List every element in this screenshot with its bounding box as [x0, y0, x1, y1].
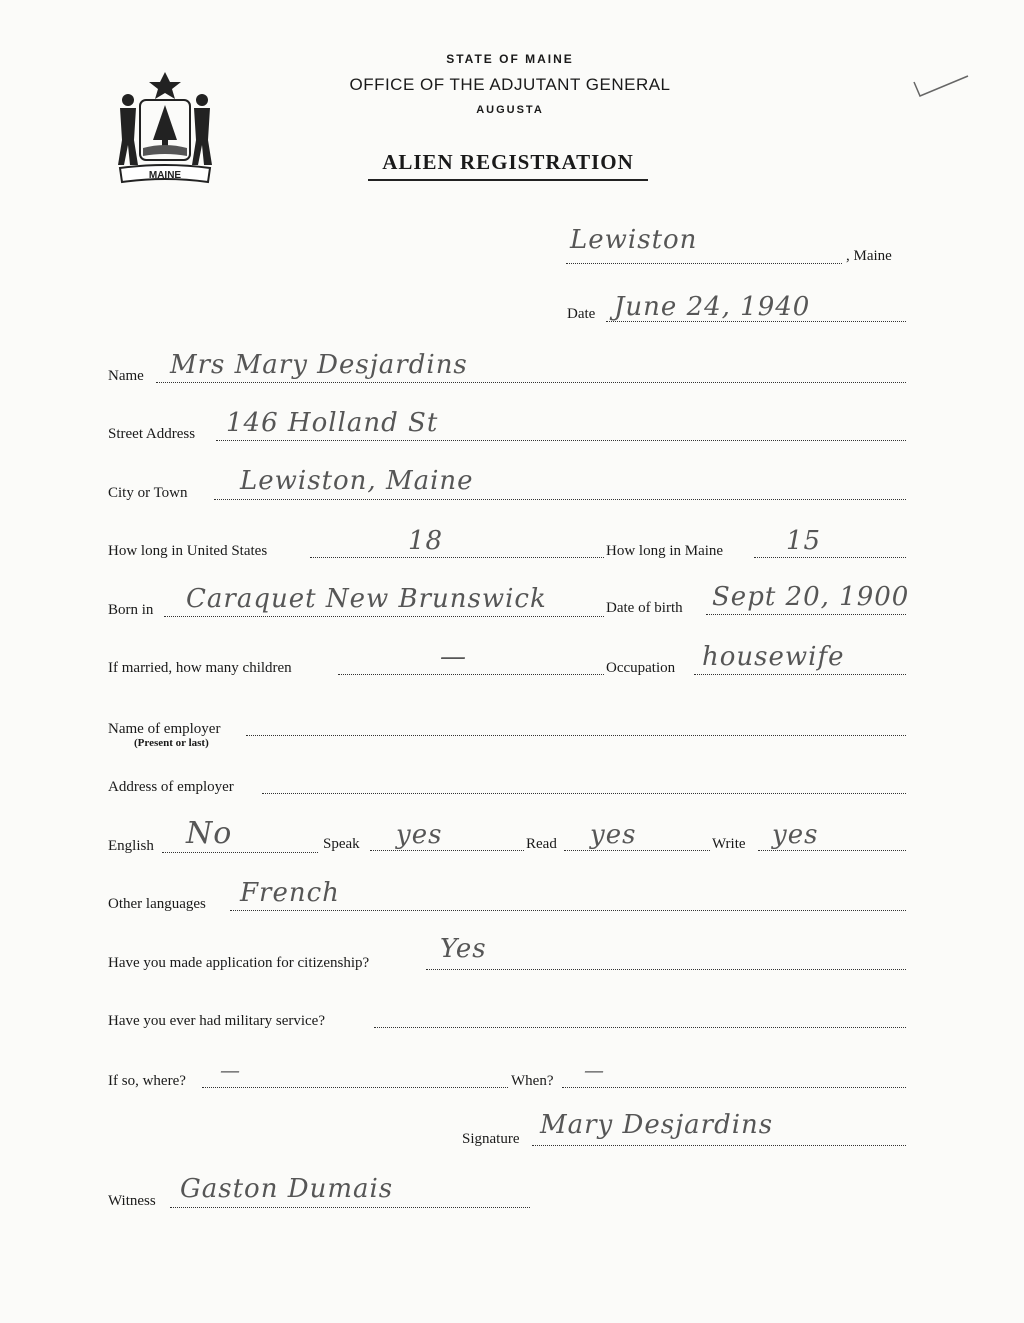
employer-address-line: [262, 793, 906, 794]
witness-label: Witness: [108, 1193, 156, 1209]
dob-line: [706, 614, 906, 615]
signature-line: [532, 1145, 906, 1146]
citizenship-label: Have you made application for citizenship?: [108, 955, 370, 971]
city-entry[interactable]: Lewiston, Maine: [240, 466, 474, 496]
write-label: Write: [712, 836, 746, 852]
place-line: [566, 263, 842, 264]
born-entry[interactable]: Caraquet New Brunswick: [186, 584, 547, 614]
occupation-label: Occupation: [606, 660, 676, 676]
dob-entry[interactable]: Sept 20, 1900: [712, 582, 910, 612]
military-line: [374, 1027, 906, 1028]
street-label: Street Address: [108, 426, 196, 442]
date-entry[interactable]: June 24, 1940: [614, 292, 811, 322]
form-title: ALIEN REGISTRATION: [368, 150, 648, 181]
how-long-maine-entry[interactable]: 15: [786, 526, 822, 556]
read-line: [564, 850, 710, 851]
city-line: [214, 499, 906, 500]
maine-state-seal: [110, 70, 220, 188]
where-entry[interactable]: —: [220, 1058, 241, 1082]
maine-suffix: , Maine: [846, 248, 892, 264]
how-long-us-entry[interactable]: 18: [408, 526, 444, 556]
employer-line: [246, 735, 906, 736]
city-heading: AUGUSTA: [476, 104, 544, 116]
citizenship-entry[interactable]: Yes: [440, 934, 487, 964]
where-label: If so, where?: [108, 1073, 186, 1089]
english-line: [162, 852, 318, 853]
employer-sublabel: (Present or last): [134, 737, 209, 749]
office-heading: OFFICE OF THE ADJUTANT GENERAL: [349, 75, 671, 94]
employer-label: Name of employer: [108, 721, 221, 737]
date-label: Date: [567, 306, 596, 322]
write-entry[interactable]: yes: [772, 820, 819, 850]
other-languages-entry[interactable]: French: [240, 878, 340, 908]
children-line: [338, 674, 604, 675]
occupation-entry[interactable]: housewife: [702, 642, 845, 672]
street-entry[interactable]: 146 Holland St: [226, 408, 439, 438]
how-long-us-line: [310, 557, 604, 558]
witness-line: [170, 1207, 530, 1208]
name-entry[interactable]: Mrs Mary Desjardins: [170, 350, 468, 380]
english-label: English: [108, 838, 154, 854]
children-label: If married, how many children: [108, 660, 292, 676]
seal-banner-text: MAINE: [148, 170, 182, 181]
read-label: Read: [526, 836, 557, 852]
place-entry[interactable]: Lewiston: [570, 225, 698, 255]
how-long-us-label: How long in United States: [108, 543, 268, 559]
speak-line: [370, 850, 524, 851]
military-label: Have you ever had military service?: [108, 1013, 325, 1029]
witness-entry[interactable]: Gaston Dumais: [180, 1174, 394, 1204]
name-label: Name: [108, 368, 144, 384]
speak-label: Speak: [323, 836, 360, 852]
born-line: [164, 616, 604, 617]
how-long-maine-line: [754, 557, 906, 558]
name-line: [156, 382, 906, 383]
how-long-maine-label: How long in Maine: [606, 543, 724, 559]
born-label: Born in: [108, 602, 154, 618]
when-label: When?: [511, 1073, 554, 1089]
state-heading: STATE OF MAINE: [446, 52, 574, 66]
occupation-line: [694, 674, 906, 675]
other-languages-label: Other languages: [108, 896, 206, 912]
check-mark-icon: [910, 72, 970, 102]
signature-label: Signature: [462, 1131, 520, 1147]
write-line: [758, 850, 906, 851]
english-entry[interactable]: No: [186, 816, 233, 851]
where-line: [202, 1087, 508, 1088]
speak-entry[interactable]: yes: [396, 820, 443, 850]
city-label: City or Town: [108, 485, 188, 501]
other-languages-line: [230, 910, 906, 911]
dob-label: Date of birth: [606, 600, 683, 616]
children-entry[interactable]: —: [440, 642, 467, 672]
when-line: [562, 1087, 906, 1088]
citizenship-line: [426, 969, 906, 970]
read-entry[interactable]: yes: [590, 820, 637, 850]
employer-address-label: Address of employer: [108, 779, 234, 795]
when-entry[interactable]: —: [584, 1058, 605, 1082]
street-line: [216, 440, 906, 441]
signature-entry[interactable]: Mary Desjardins: [540, 1110, 774, 1140]
